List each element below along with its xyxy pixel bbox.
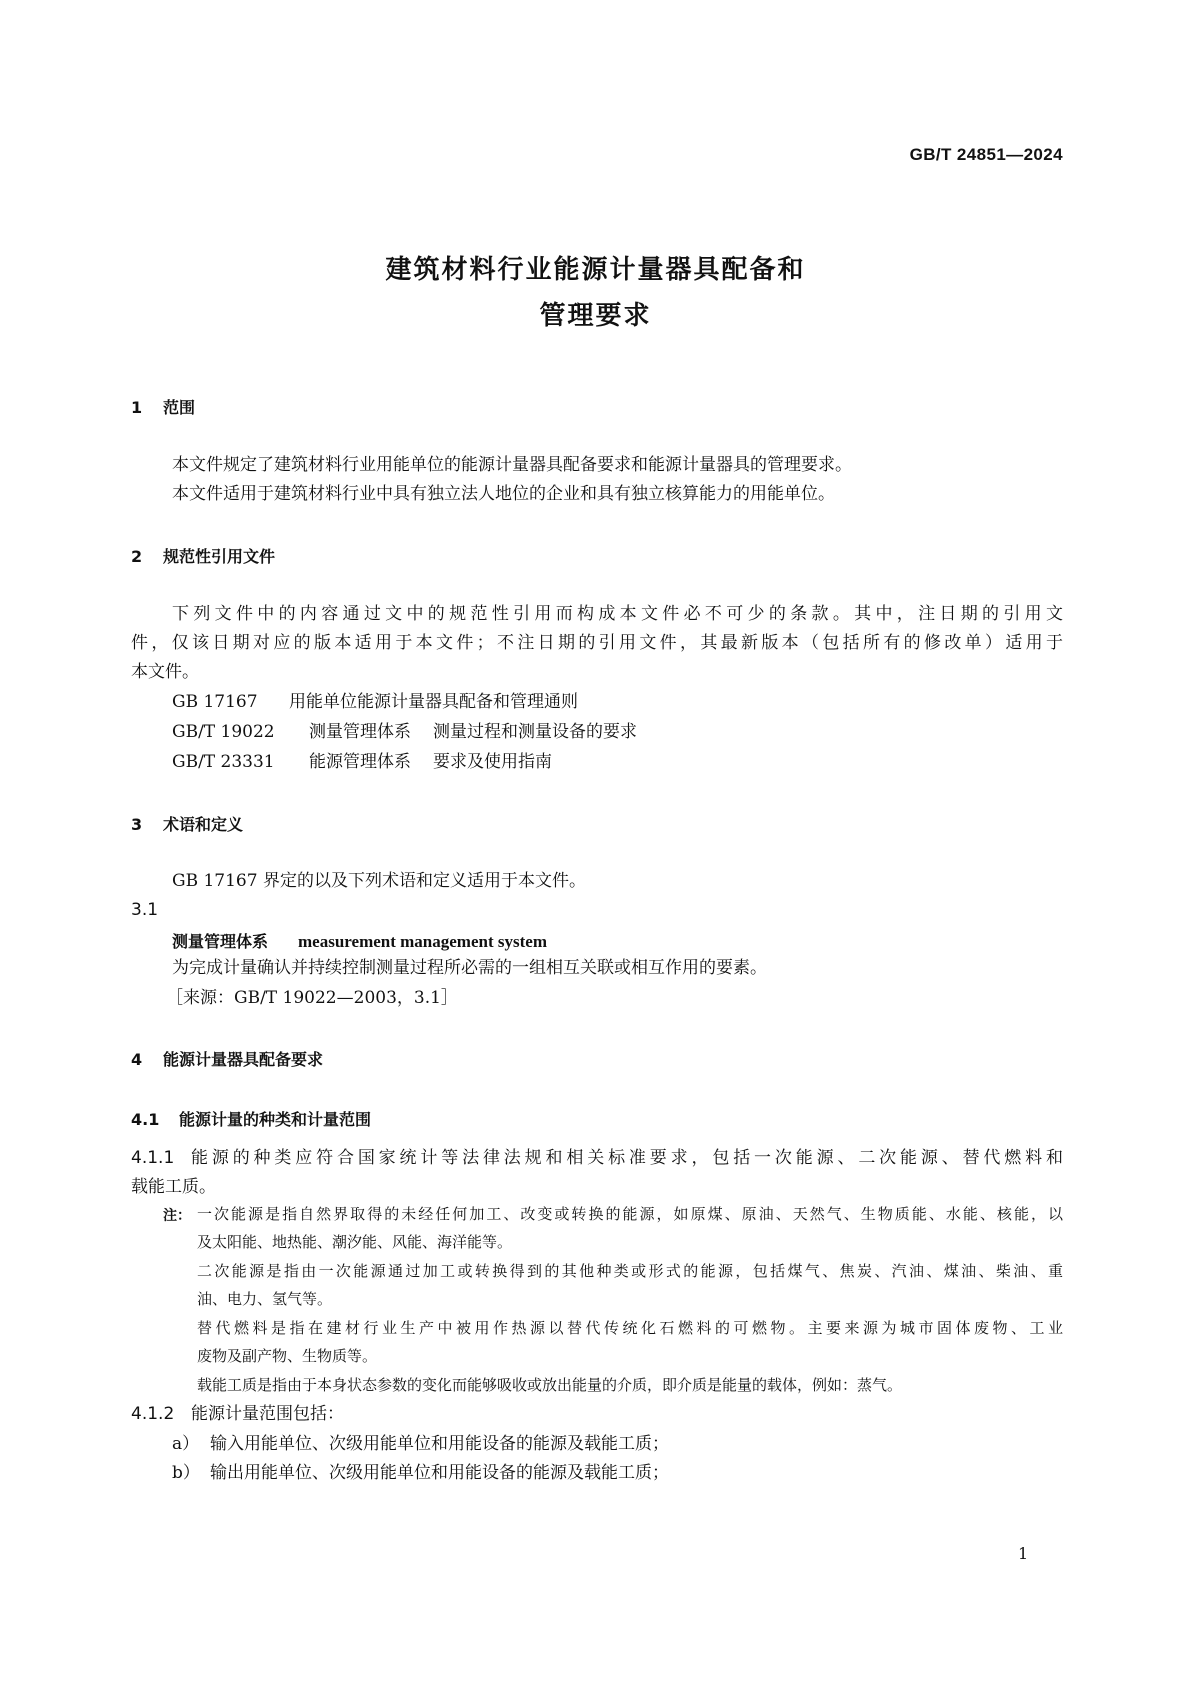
reference-item [172,722,637,742]
term-number: 3.1 [131,900,159,920]
note-line: 替代燃料是指在建材行业生产中被用作热源以替代传统化石燃料的可燃物。主要来源为城市固体废物、工业 [197,1319,1063,1337]
reference-item [172,692,578,712]
section-title: 规范性引用文件 [163,547,276,566]
scope-paragraph-2: 本文件适用于建筑材料行业中具有独立法人地位的企业和具有独立核算能力的用能单位。 [172,484,835,504]
reference-title: 能源管理体系 [309,752,411,772]
reference-code: GB/T 19022 [172,722,275,742]
term-english: measurement management system [298,932,547,951]
list-item [172,1434,669,1454]
clause-4-1-1 [131,1148,1063,1168]
references-intro-line1: 下列文件中的内容通过文中的规范性引用而构成本文件必不可少的条款。其中，注日期的引用文 [172,604,1063,624]
note-line: 二次能源是指由一次能源通过加工或转换得到的其他种类或形式的能源，包括煤气、焦炭、汽油、煤油、柴油、重 [197,1262,1063,1280]
section-number: 2 [131,547,143,566]
section-number: 4 [131,1050,143,1069]
section-number: 1 [131,398,143,417]
reference-subtitle: 要求及使用指南 [433,752,552,772]
note-line: 废物及副产物、生物质等。 [197,1347,378,1365]
references-intro-line3: 本文件。 [131,662,199,682]
section-title: 能源计量器具配备要求 [163,1050,324,1069]
note-line: 油、电力、氢气等。 [197,1290,333,1308]
document-title-line1: 建筑材料行业能源计量器具配备和 [385,255,806,285]
standard-code: GB/T 24851—2024 [909,145,1063,164]
list-marker: a） [172,1434,200,1454]
section-heading-equipment-requirements [131,1047,323,1070]
reference-item [172,752,552,772]
scope-paragraph-1: 本文件规定了建筑材料行业用能单位的能源计量器具配备要求和能源计量器具的管理要求。 [172,455,852,475]
reference-title: 用能单位能源计量器具配备和管理通则 [289,692,578,712]
list-text: 输出用能单位、次级用能单位和用能设备的能源及载能工质； [210,1463,669,1483]
reference-subtitle: 测量过程和测量设备的要求 [433,722,637,742]
clause-number: 4.1.2 [131,1404,175,1424]
list-text: 输入用能单位、次级用能单位和用能设备的能源及载能工质； [210,1434,669,1454]
note-line: 载能工质是指由于本身状态参数的变化而能够吸收或放出能量的介质，即介质是能量的载体，例如：蒸气。 [197,1376,903,1394]
section-title: 术语和定义 [163,815,244,834]
term-definition: 为完成计量确认并持续控制测量过程所必需的一组相互关联或相互作用的要素。 [172,958,767,978]
list-item [172,1463,669,1483]
terms-intro: GB 17167 界定的以及下列术语和定义适用于本文件。 [172,871,586,891]
section-heading-terms [131,812,243,835]
term-chinese: 测量管理体系 [172,932,269,951]
section-heading-scope [131,395,195,418]
reference-code: GB 17167 [172,692,258,712]
subsection-title: 能源计量的种类和计量范围 [179,1110,372,1129]
references-intro-line2: 件，仅该日期对应的版本适用于本文件；不注日期的引用文件，其最新版本（包括所有的修改单）适用于 [131,633,1063,653]
clause-4-1-2 [131,1404,344,1424]
section-number: 3 [131,815,143,834]
clause-number: 4.1.1 [131,1148,175,1168]
clause-text: 能源计量范围包括： [191,1404,344,1424]
reference-title: 测量管理体系 [309,722,411,742]
document-title-line2: 管理要求 [539,301,652,331]
clause-text-line1: 能源的种类应符合国家统计等法律法规和相关标准要求，包括一次能源、二次能源、替代燃料和 [191,1148,1063,1168]
term-source: ［来源：GB/T 19022—2003，3.1］ [166,988,458,1008]
subsection-number: 4.1 [131,1110,160,1129]
term-entry [172,929,547,952]
clause-text-line2: 载能工质。 [131,1177,216,1197]
section-title: 范围 [163,398,196,417]
subsection-heading [131,1107,371,1130]
section-heading-normative-references [131,544,275,567]
note-line: 及太阳能、地热能、潮汐能、风能、海洋能等。 [197,1233,513,1251]
page-number: 1 [1018,1544,1029,1563]
list-marker: b） [172,1463,200,1483]
note-label: 注： [163,1208,191,1224]
reference-code: GB/T 23331 [172,752,275,772]
note-line: 一次能源是指自然界取得的未经任何加工、改变或转换的能源，如原煤、原油、天然气、生物质能、水能、核能，以 [197,1205,1063,1223]
